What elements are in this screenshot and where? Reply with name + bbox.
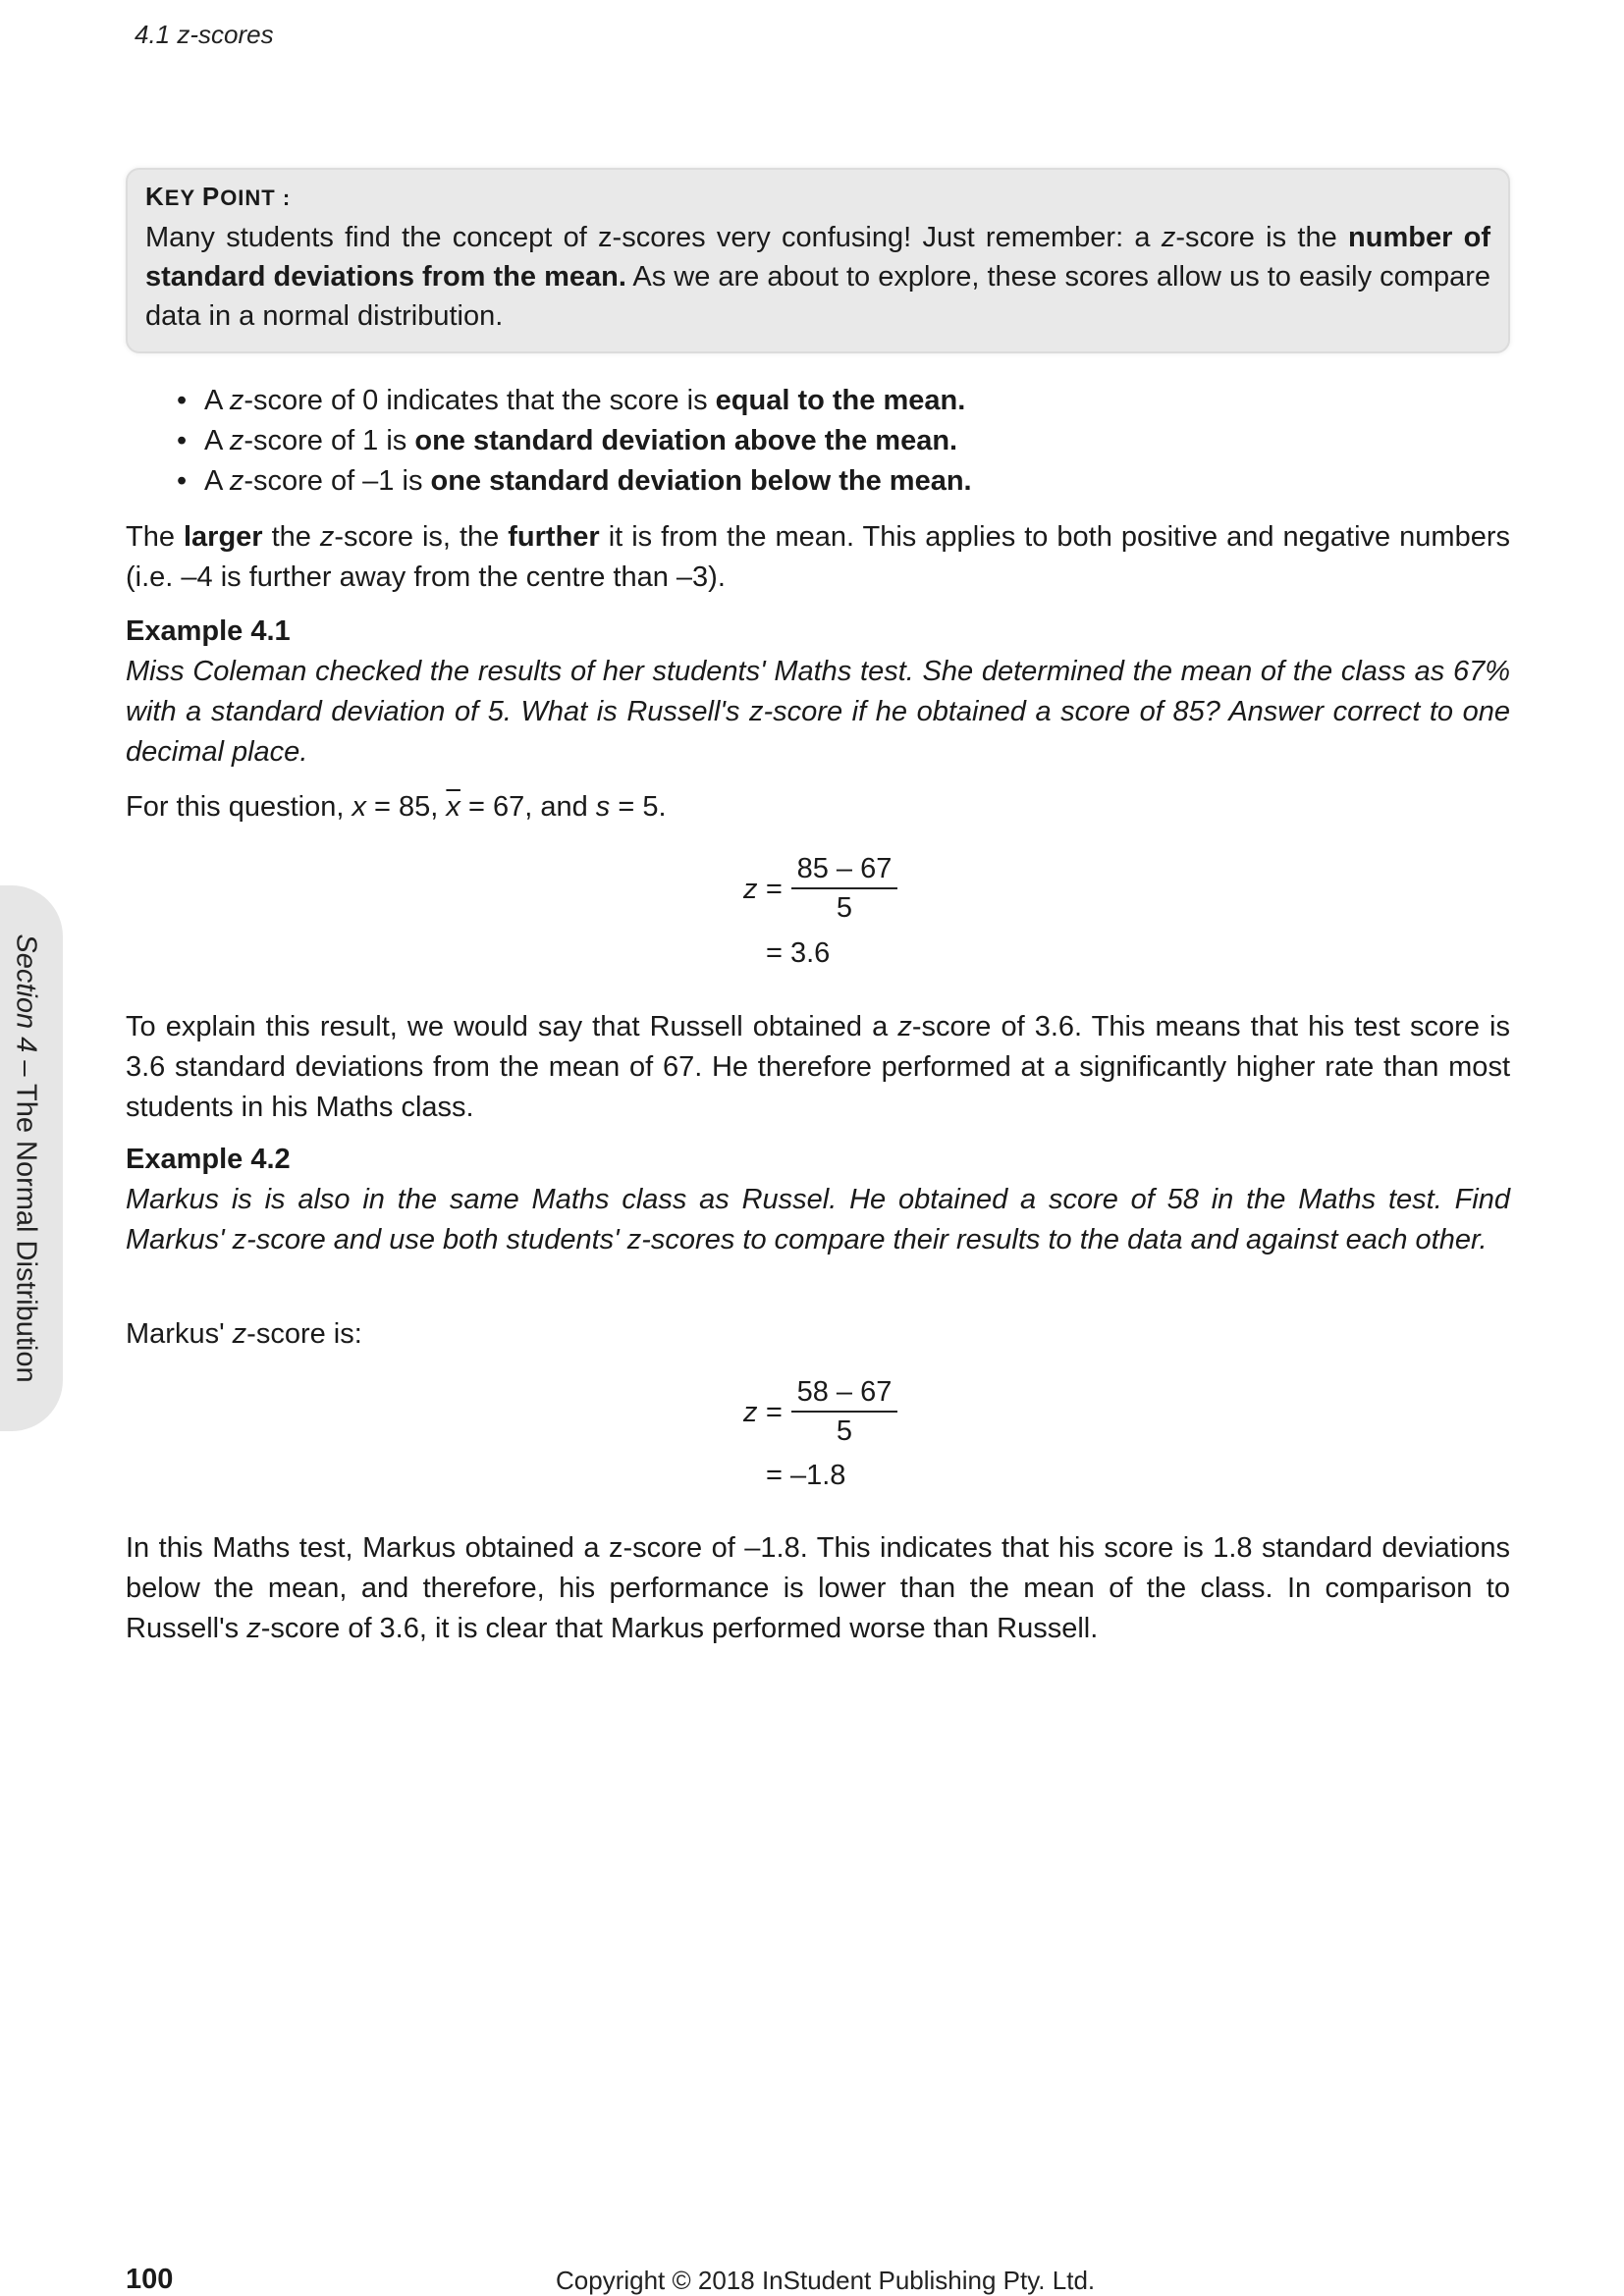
running-head: 4.1 z-scores xyxy=(135,20,274,49)
copyright-notice: Copyright © 2018 InStudent Publishing Pty. Ltd. xyxy=(556,2266,1096,2295)
key-point-box xyxy=(126,168,1510,353)
page-number: 100 xyxy=(126,2264,174,2295)
equation-2-denominator: 5 xyxy=(836,1415,853,1447)
equation-1-fraction xyxy=(791,850,897,927)
key-point-text: Many students find the concept of z-scores very confusing! Just remember: a z-score is the number of standard deviations from the mean. As we are about to explore, these scores allow us to easily compare data in a normal distribution. xyxy=(145,222,1491,332)
example-4-2-title: Example 4.2 xyxy=(126,1144,291,1175)
list-item: • A z-score of 1 is one standard deviation above the mean. xyxy=(177,421,972,461)
example-4-1-given: For this question, x = 85, $\overline{x} = 67$, and s = 5. xyxy=(126,791,667,823)
paragraph-larger-further: The larger the z-score is, the further it is from the mean. This applies to both positive and negative numbers (i.e. –4 is further away from the centre than –3). xyxy=(126,521,1510,593)
example-4-1-title: Example 4.1 xyxy=(126,615,291,647)
example-4-1-explanation: To explain this result, we would say that Russell obtained a z-score of 3.6. This means that his test score is 3.6 standard deviations from the mean of 67. He therefore performed at a significantly higher rate than most students in his Maths class. xyxy=(126,1011,1510,1123)
equation-2-lhs: z = xyxy=(743,1397,783,1428)
example-4-1-question: Miss Coleman checked the results of her students' Maths test. She determined the mean of the class as 67% with a standard deviation of 5. What is Russell's z-score if he obtained a score of 85? Answer correct to one decimal place. xyxy=(126,656,1510,768)
equation-1-result: = 3.6 xyxy=(766,937,831,969)
example-4-2-conclusion: In this Maths test, Markus obtained a z-score of –1.8. This indicates that his score is 1.8 standard deviations below the mean, and therefore, his performance is lower than the mean of the class. In comparison to Russell's z-score of 3.6, it is clear that Markus performed worse than Russell. xyxy=(126,1532,1510,1644)
equation-1-numerator: 85 – 67 xyxy=(791,850,897,889)
example-4-2-question: Markus is is also in the same Maths class as Russel. He obtained a score of 58 in the Maths test. Find Markus' z-score and use both students' z-scores to compare their results to the data and against each other. xyxy=(126,1184,1510,1255)
example-4-2-intro: Markus' z-score is: xyxy=(126,1318,362,1350)
list-item: • A z-score of –1 is one standard deviation below the mean. xyxy=(177,461,972,502)
equation-2-fraction xyxy=(791,1373,897,1450)
z-score-bullet-list xyxy=(177,381,972,502)
key-point-label: KEY POINT : xyxy=(145,182,292,211)
equation-1-denominator: 5 xyxy=(836,892,853,924)
section-side-tab-label: Section 4 – The Normal Distribution xyxy=(10,934,42,1383)
equation-2-numerator: 58 – 67 xyxy=(791,1373,897,1413)
equation-1-lhs: z = xyxy=(743,874,783,905)
list-item: • A z-score of 0 indicates that the score is equal to the mean. xyxy=(177,381,972,421)
equation-2-result: = –1.8 xyxy=(766,1460,846,1491)
